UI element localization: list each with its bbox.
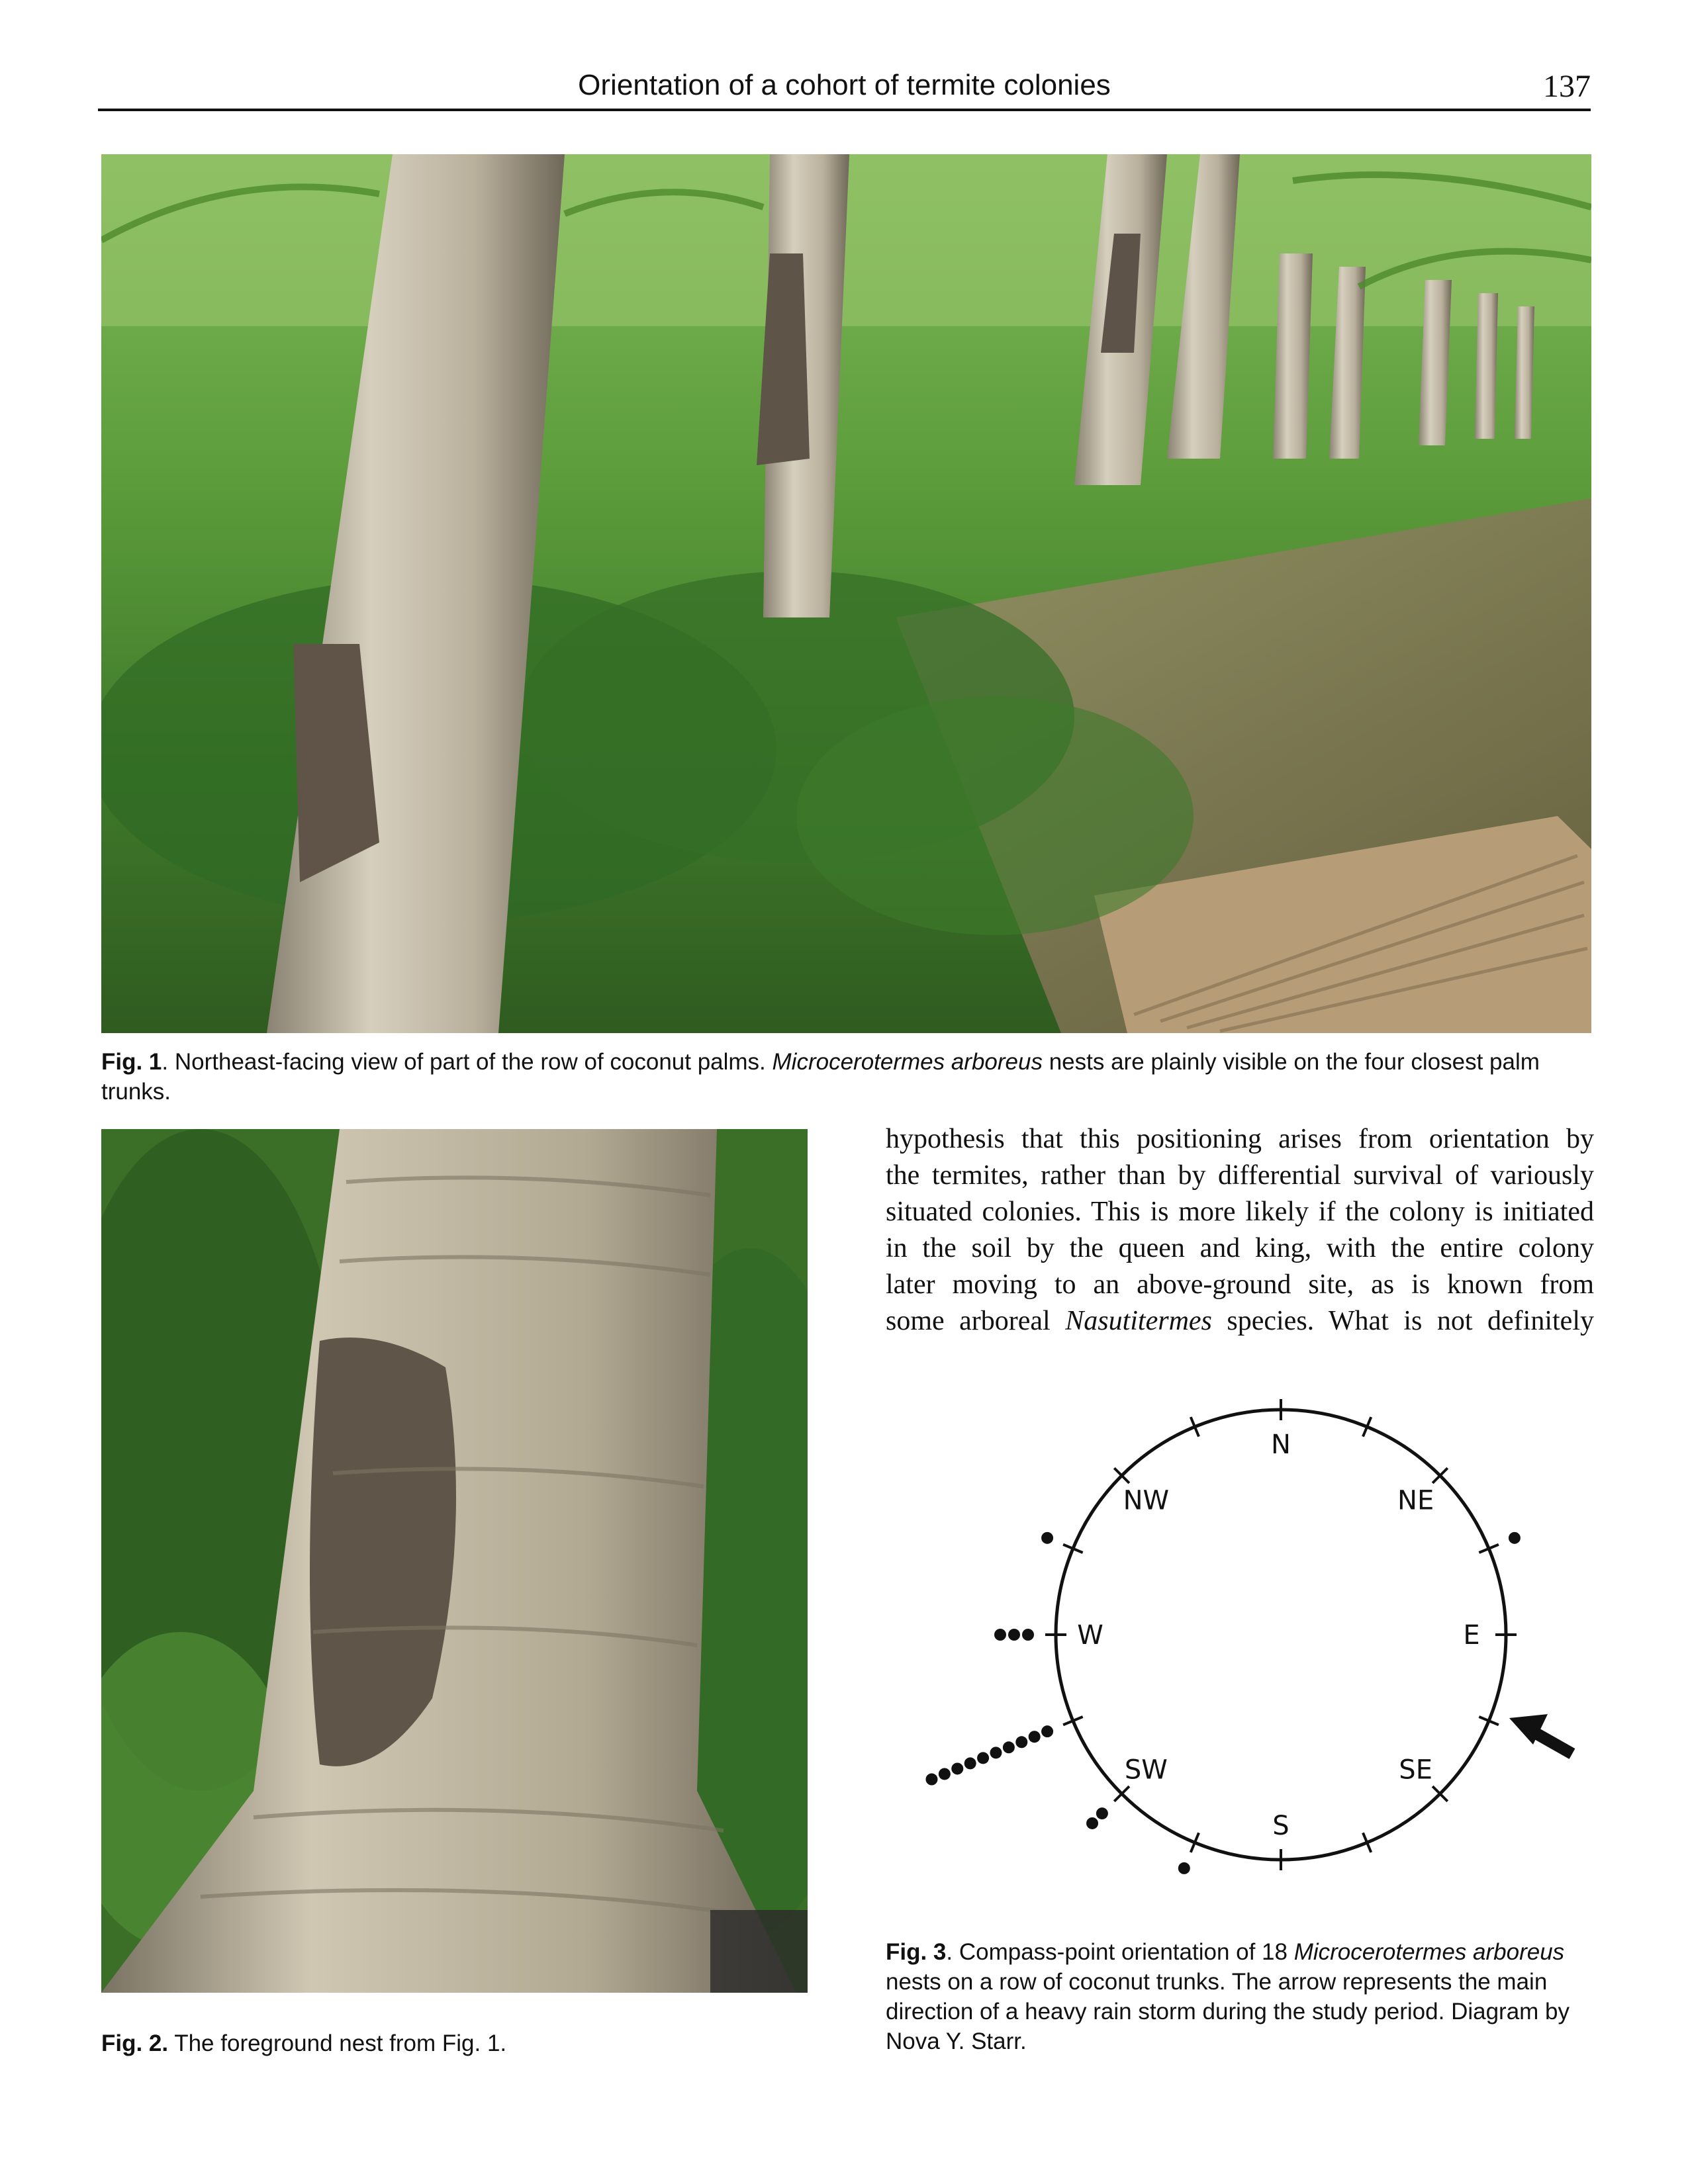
body-line: later moving to an above-ground site, as is known from (886, 1269, 1594, 1300)
nest-dot (994, 1629, 1006, 1641)
compass-label-se: SE (1399, 1754, 1432, 1786)
body-text (886, 1121, 1594, 1340)
nest-dot (990, 1747, 1002, 1758)
figure-1-caption (101, 1047, 1594, 1107)
nest-dot (1178, 1862, 1190, 1874)
body-text-segment: some arboreal (886, 1306, 1066, 1336)
figure-3-label: Fig. 3 (886, 1939, 947, 1965)
body-line: hypothesis that this positioning arises from orientation by (886, 1124, 1594, 1154)
running-title: Orientation of a cohort of termite colonies (578, 69, 1111, 101)
nest-dot (1022, 1629, 1034, 1641)
compass-label-n: N (1271, 1430, 1291, 1460)
figure-1-photo (101, 154, 1591, 1033)
figure-1-caption-text: . Northeast-facing view of part of the row of coconut palms. (162, 1049, 773, 1075)
body-text-segment: species. What is not definitely (1211, 1306, 1594, 1336)
nest-dot (939, 1768, 951, 1780)
nest-dot (1041, 1532, 1053, 1544)
body-line: the termites, rather than by differential survival of variously (886, 1160, 1594, 1191)
compass-label-w: W (1077, 1620, 1103, 1651)
figure-1-caption-text-end: nests are plainly visible on the four closest palm trunks. (101, 1049, 1540, 1105)
figure-1-caption-species: Microcerotermes arboreus (772, 1049, 1043, 1075)
compass-label-e: E (1463, 1620, 1480, 1651)
nest-dot (1015, 1736, 1027, 1748)
compass-ticks (1045, 1399, 1517, 1870)
body-line: in the soil by the queen and king, with the entire colony (886, 1233, 1594, 1263)
nest-dot (1086, 1817, 1098, 1829)
nest-dot (1003, 1741, 1015, 1753)
figure-1-label: Fig. 1 (101, 1049, 162, 1075)
nest-dot (1096, 1807, 1108, 1819)
figure-3-compass-diagram (880, 1383, 1595, 1886)
nest-dot (977, 1752, 989, 1764)
nest-dot (1029, 1731, 1041, 1743)
nest-dot (1041, 1725, 1053, 1737)
figure-2-caption-text: The foreground nest from Fig. 1. (168, 2030, 507, 2056)
figure-2-caption (101, 2028, 808, 2058)
nest-dots (925, 1532, 1520, 1874)
figure-3-caption (886, 1937, 1594, 2056)
body-species: Nasutitermes (1065, 1306, 1212, 1336)
compass-label-s: S (1272, 1811, 1289, 1841)
compass-label-nw: NW (1123, 1485, 1170, 1516)
body-line (886, 1303, 1594, 1340)
nest-dot (1008, 1629, 1020, 1641)
running-header (98, 66, 1591, 111)
nest-dot (1509, 1532, 1521, 1544)
compass-labels (1077, 1430, 1479, 1841)
compass-label-sw: SW (1124, 1754, 1168, 1786)
page-number: 137 (1543, 69, 1591, 104)
figure-2-label: Fig. 2. (101, 2030, 169, 2056)
body-line: situated colonies. This is more likely if the colony is initiated (886, 1197, 1594, 1227)
compass-label-ne: NE (1397, 1485, 1434, 1516)
nest-dot (964, 1757, 976, 1769)
rain-arrow-icon (1509, 1714, 1572, 1754)
figure-2-photo (101, 1129, 808, 1993)
nest-dot (951, 1762, 963, 1774)
figure-3-caption-text-end: nests on a row of coconut trunks. The arrow represents the main direction of a heavy rain storm during the study period. Diagram by Nova Y. Starr. (886, 1969, 1570, 2054)
figure-3-caption-text: . Compass-point orientation of 18 (946, 1939, 1294, 1965)
nest-dot (925, 1774, 937, 1786)
figure-3-caption-species: Microcerotermes arboreus (1293, 1939, 1565, 1965)
